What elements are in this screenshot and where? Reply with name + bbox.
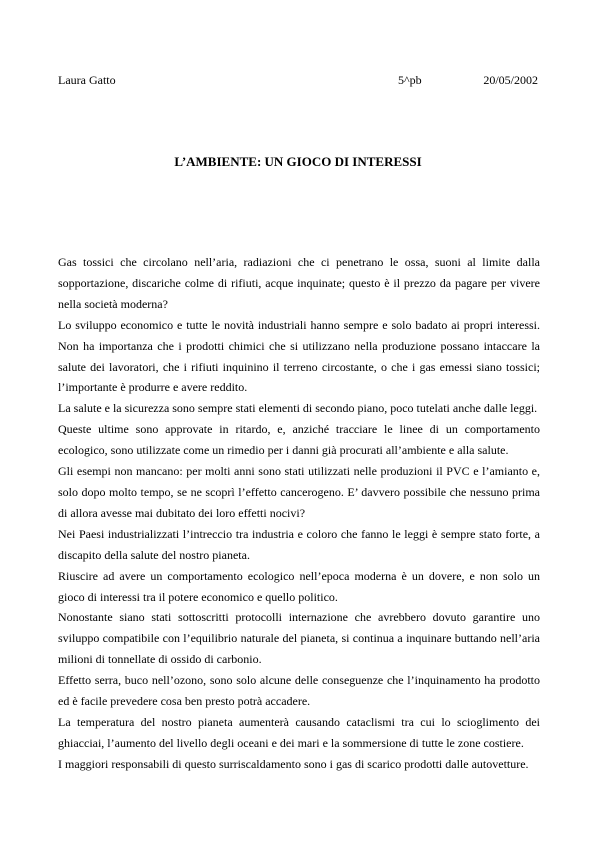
author-name: Laura Gatto — [58, 73, 116, 87]
class-label: 5^pb — [398, 73, 422, 87]
paragraph: Queste ultime sono approvate in ritardo, e, anziché tracciare le linee di un comportamento ecologico, sono utilizzate come un rimedio per i danni già procurati all’ambiente e alla salute. — [58, 422, 540, 458]
paragraph: Lo sviluppo economico e tutte le novità industriali hanno sempre e solo badato ai propri interessi. Non ha importanza che i prodotti chimici che si utilizzano nella produzione possano intaccare la salute dei lavoratori, che i rifiuti inquinino il terreno circostante, o che i gas emessi siano tossici; l’importante è produrre e avere reddito. — [58, 317, 540, 395]
document-body — [58, 252, 540, 775]
document-header — [58, 72, 538, 88]
paragraph: I maggiori responsabili di questo surriscaldamento sono i gas di scarico prodotti dalle autovetture. — [58, 756, 529, 771]
document-date: 20/05/2002 — [483, 73, 538, 87]
paragraph: La salute e la sicurezza sono sempre stati elementi di secondo piano, poco tutelati anche dalle leggi. — [58, 401, 538, 416]
paragraph: Riuscire ad avere un comportamento ecologico nell’epoca moderna è un dovere, e non solo un gioco di interessi tra il potere economico e quello politico. — [58, 568, 540, 604]
paragraph: Nonostante siano stati sottoscritti protocolli internazione che avrebbero dovuto garantire uno sviluppo compatibile con l’equilibrio naturale del pianeta, si continua a inquinare buttando nell’aria milioni di tonnellate di ossido di carbonio. — [58, 610, 540, 667]
paragraph: Gli esempi non mancano: per molti anni sono stati utilizzati nelle produzioni il PVC e l’amianto e, solo dopo molto tempo, se ne scoprì l’effetto cancerogeno. E’ davvero possibile che nessuno prima di allora avesse mai dubitato dei loro effetti nocivi? — [58, 464, 540, 520]
paragraph: Effetto serra, buco nell’ozono, sono solo alcune delle conseguenze che l’inquinamento ha prodotto ed è facile prevedere cosa ben presto potrà accadere. — [58, 673, 540, 709]
document-title: L’AMBIENTE: UN GIOCO DI INTERESSI — [174, 154, 422, 169]
paragraph: Gas tossici che circolano nell’aria, radiazioni che ci penetrano le ossa, suoni al limite dalla sopportazione, discariche colme di rifiuti, acque inquinate; questo è il prezzo da pagare per vivere nella società moderna? — [58, 255, 540, 311]
paragraph: La temperatura del nostro pianeta aumenterà causando cataclismi tra cui lo scioglimento dei ghiacciai, l’aumento del livello degli oceani e dei mari e la sommersione di tutte le zone costiere. — [58, 714, 540, 750]
paragraph: Nei Paesi industrializzati l’intreccio tra industria e coloro che fanno le leggi è sempre stato forte, a discapito della salute del nostro pianeta. — [58, 526, 540, 562]
